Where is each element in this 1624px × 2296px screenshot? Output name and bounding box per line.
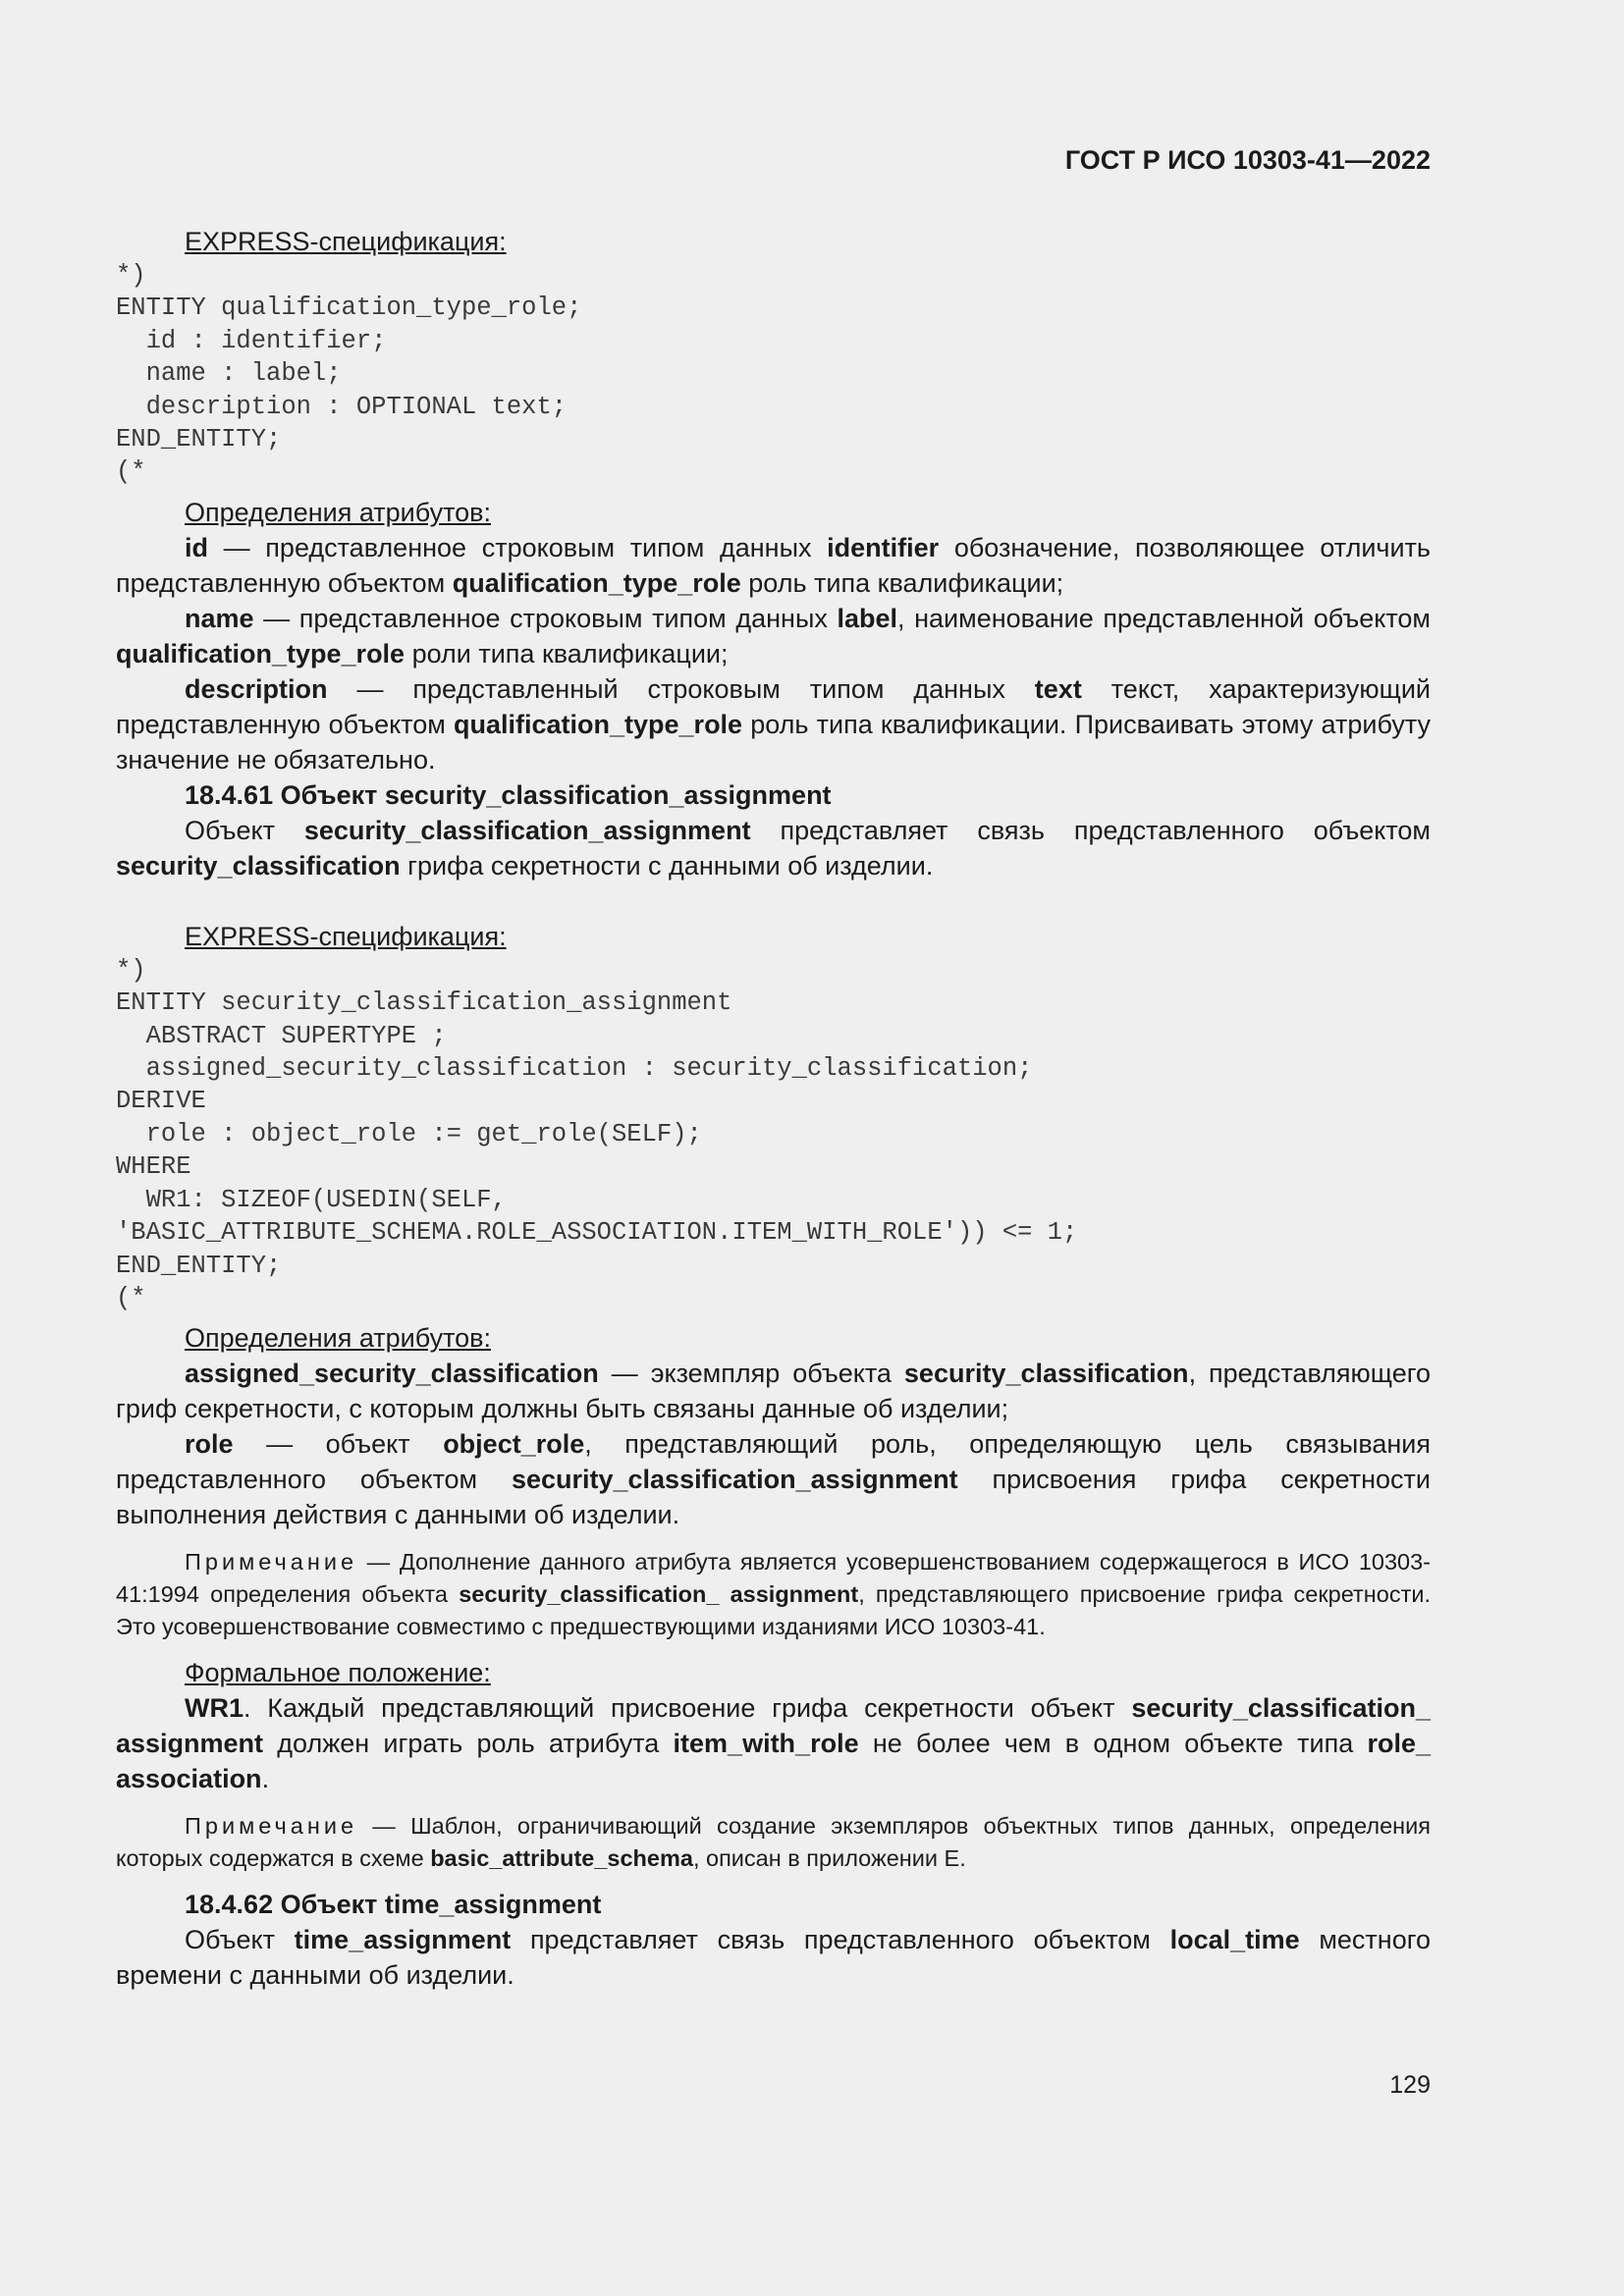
standard-designation: ГОСТ Р ИСО 10303-41—2022 <box>1064 145 1431 175</box>
note-paragraph: Примечание — Дополнение данного атрибута является усовершенствованием содержащегося в ИСО 10303-41:1994 определения объекта security_classification_ assignment, представляющего присвоение грифа секретности. Это усовершенствование совместимо с предшествующими изданиями ИСО 10303-41. <box>116 1549 1431 1640</box>
attribute-term: name <box>185 603 254 633</box>
where-rule-wr1: WR1. Каждый представляющий присвоение грифа секретности объект security_classification_ assignment должен играть роль атрибута item_with_role не более чем в одном объекте типа role_ association. <box>116 1693 1432 1794</box>
express-code-security-classification-assignment: *) ENTITY security_classification_assignment ABSTRACT SUPERTYPE ; assigned_security_classification : security_classification; DERIVE role : object_role := get_role(SELF); WHERE WR1: SIZEOF(USEDIN(SELF, 'BASIC_ATTRIBUTE_SCHEMA.ROLE_ASSOCIATION.ITEM_WITH_ROLE')) <= 1; END_ENTITY; (* <box>116 955 1078 1312</box>
note-paragraph: Примечание — Шаблон, ограничивающий создание экземпляров объектных типов данных, определения которых содержатся в схеме basic_attribute_schema, описан в приложении Е. <box>116 1813 1431 1872</box>
attribute-definitions-label: Определения атрибутов: <box>185 1323 492 1354</box>
attribute-term: role <box>185 1429 234 1460</box>
section-heading-18-4-62: 18.4.62 Объект time_assignment <box>185 1890 602 1920</box>
attribute-definition-id: id — представленное строковым типом данных identifier обозначение, позволяющее отличить представленную объектом qualification_type_role роль типа квалификации; <box>116 532 1431 598</box>
section-intro-paragraph: Объект time_assignment представляет связь представленного объектом local_time местного времени с данными об изделии. <box>116 1925 1431 1991</box>
formal-proposition-label: Формальное положение: <box>185 1658 491 1688</box>
express-spec-label: EXPRESS-спецификация: <box>185 227 507 256</box>
rule-term: WR1 <box>185 1693 244 1724</box>
attribute-definition-name: name — представленное строковым типом данных label, наименование представленной объектом qualification_type_role роли типа квалификации; <box>116 603 1431 668</box>
section-intro-paragraph: Объект security_classification_assignment представляет связь представленного объектом security_classification грифа секретности с данными об изделии. <box>116 815 1431 881</box>
attribute-definition-role: role — объект object_role, представляющий роль, определяющую цель связывания представленного объектом security_classification_assignment присвоения грифа секретности выполнения действия с данными об изделии. <box>116 1429 1432 1530</box>
attribute-definition-assigned-security-classification: assigned_security_classification — экземпляр объекта security_classification, представляющего гриф секретности, с которым должны быть связаны данные об изделии; <box>116 1359 1431 1424</box>
note-label: Примечание <box>185 1549 358 1575</box>
express-spec-label: EXPRESS-спецификация: <box>185 921 507 951</box>
attribute-term: description <box>185 673 328 704</box>
section-heading-18-4-61: 18.4.61 Объект security_classification_assignment <box>185 779 832 810</box>
attribute-term: id <box>185 532 208 562</box>
attribute-term: assigned_security_classification <box>185 1359 599 1389</box>
attribute-definitions-label: Определения атрибутов: <box>185 497 492 527</box>
attribute-definition-description: description — представленный строковым типом данных text текст, характеризующий представленную объектом qualification_type_role роль типа квалификации. Присваивать этому атрибуту значение не обязательно. <box>116 673 1431 774</box>
express-code-qualification-type-role: *) ENTITY qualification_type_role; id : identifier; name : label; description : OPTIONAL text; END_ENTITY; (* <box>116 261 582 487</box>
note-label: Примечание <box>185 1813 358 1840</box>
page-content <box>116 224 1431 1993</box>
page-number: 129 <box>1389 2071 1431 2099</box>
